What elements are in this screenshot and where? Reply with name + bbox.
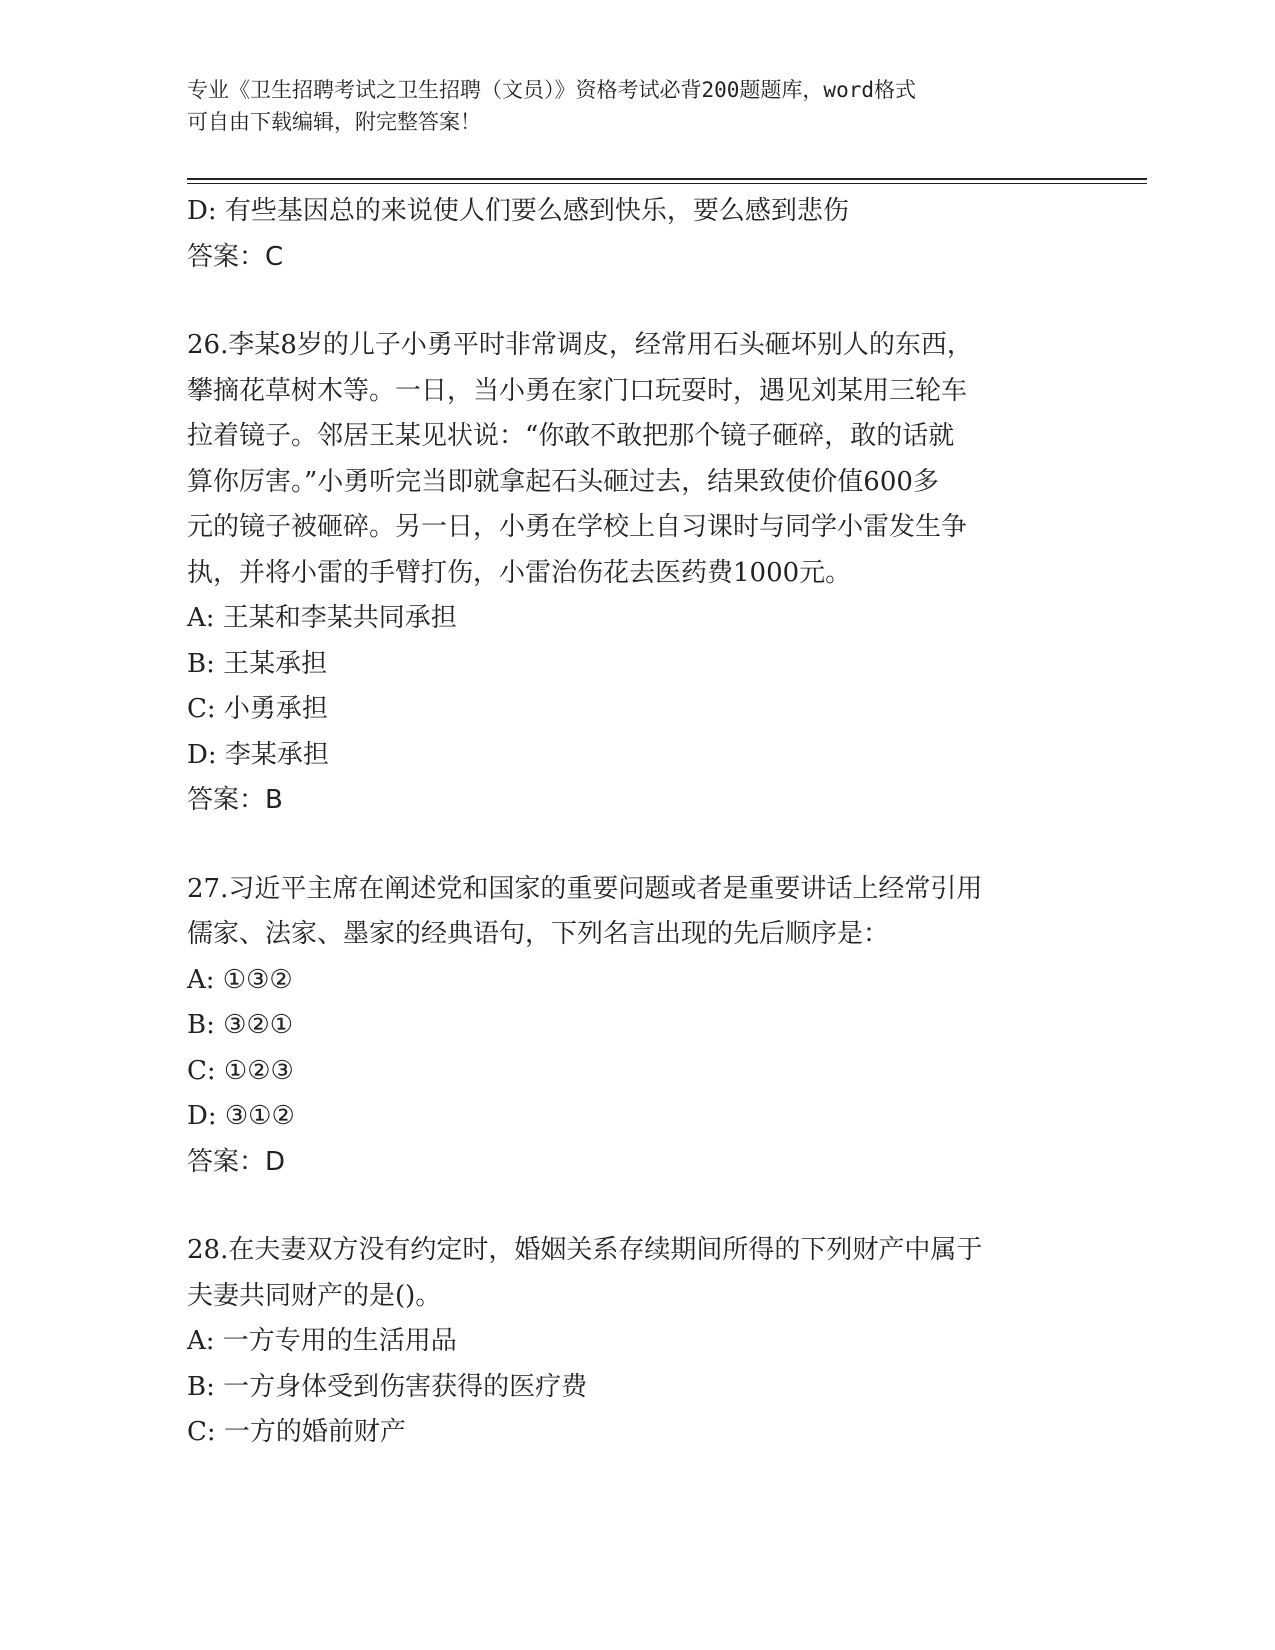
question-stem-line: 拉着镜子。邻居王某见状说：“你敢不敢把那个镜子砸碎，敢的话就 <box>187 421 955 451</box>
question-list <box>187 189 1067 1456</box>
question-26 <box>187 323 1067 824</box>
header-divider <box>187 178 1147 180</box>
question-stem-line: 儒家、法家、墨家的经典语句，下列名言出现的先后顺序是： <box>187 919 890 949</box>
answer: 答案：D <box>187 1146 286 1177</box>
option-b: B: ③②① <box>187 1010 294 1040</box>
option-b: B: 王某承担 <box>187 648 328 679</box>
header-divider-thin <box>187 183 1147 184</box>
option-b: B: 一方身体受到伤害获得的医疗费 <box>187 1371 588 1402</box>
question-stem-line: 元的镜子被砸碎。另一日，小勇在学校上自习课时与同学小雷发生争 <box>187 512 968 542</box>
option-a: A: ①③② <box>187 964 293 995</box>
question-stem-line: 28.在夫妻双方没有约定时，婚姻关系存续期间所得的下列财产中属于 <box>187 1235 983 1265</box>
question-28 <box>187 1228 1067 1456</box>
question-stem-line: 27.习近平主席在阐述党和国家的重要问题或者是重要讲话上经常引用 <box>187 873 983 904</box>
option-c: C: 小勇承担 <box>187 694 328 724</box>
question-stem-line: 26.李某8岁的儿子小勇平时非常调皮，经常用石头砸坏别人的东西， <box>187 330 973 360</box>
question-stem-line: 攀摘花草树木等。一日，当小勇在家门口玩耍时，遇见刘某用三轮车 <box>187 375 968 406</box>
option-a: A: 王某和李某共同承担 <box>187 603 457 633</box>
header-title-line-2: 可自由下载编辑，附完整答案！ <box>187 110 481 134</box>
question-stem-line: 夫妻共同财产的是()。 <box>187 1280 442 1311</box>
option-d: D: ③①② <box>187 1101 295 1131</box>
option-c: C: ①②③ <box>187 1055 294 1086</box>
question-stem-line: 执，并将小雷的手臂打伤，小雷治伤花去医药费1000元。 <box>187 557 852 588</box>
question-stem-line: 算你厉害。”小勇听完当即就拿起石头砸过去，结果致使价值600多 <box>187 466 939 497</box>
question-27 <box>187 867 1067 1186</box>
answer: 答案：B <box>187 785 283 815</box>
document-header <box>187 74 1067 138</box>
option-c: C: 一方的婚前财产 <box>187 1417 406 1447</box>
carryover-answer: 答案：C <box>187 241 284 272</box>
option-a: A: 一方专用的生活用品 <box>187 1326 457 1356</box>
option-d: D: 李某承担 <box>187 739 329 770</box>
carryover-option-d: D: 有些基因总的来说使人们要么感到快乐，要么感到悲伤 <box>187 196 849 226</box>
header-title-line-1: 专业《卫生招聘考试之卫生招聘（文员）》资格考试必背200题题库，word格式 <box>187 78 916 102</box>
